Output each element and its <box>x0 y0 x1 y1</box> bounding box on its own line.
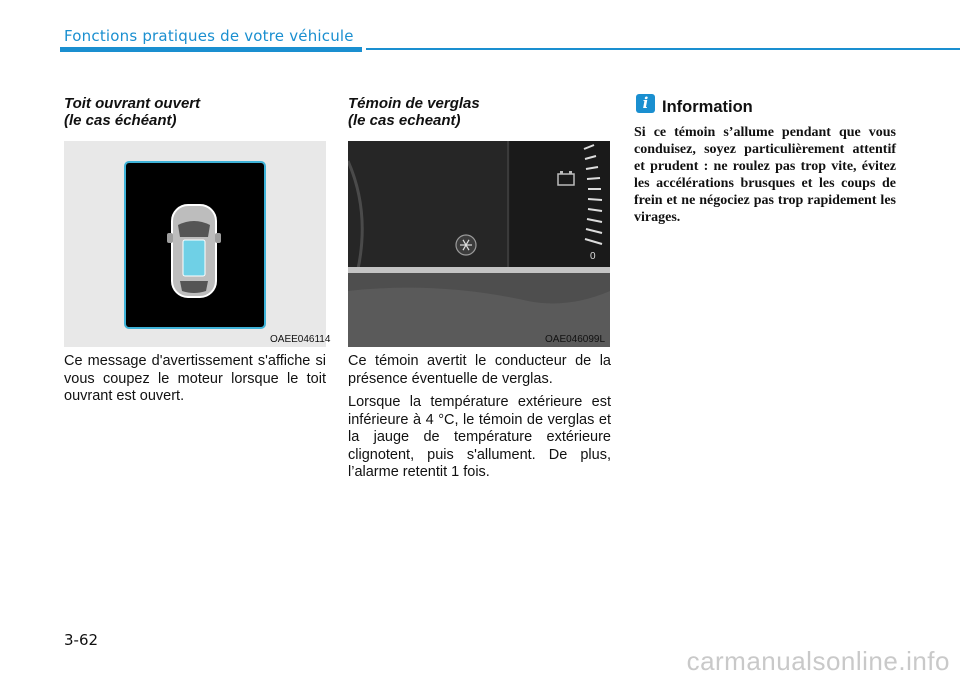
heading-sunroof-line1: Toit ouvrant ouvert <box>64 95 201 112</box>
sunroof-display-illustration <box>64 141 326 347</box>
figure-sunroof <box>64 141 326 347</box>
body-ice-warning <box>348 353 611 488</box>
figure-code-sunroof: OAEE046114 <box>270 334 331 345</box>
body-sunroof <box>64 353 326 412</box>
car-top-view-icon <box>167 205 221 297</box>
figure-code-ice: OAE046099L <box>545 334 606 345</box>
paragraph: Ce témoin avertit le conducteur de la présence éventuelle de verglas. <box>348 353 611 387</box>
header-rule <box>366 48 960 50</box>
info-icon: i <box>636 94 655 113</box>
heading-ice-line2: (le cas echeant) <box>348 112 461 129</box>
gauge-zero-label: 0 <box>590 251 596 262</box>
paragraph: Ce message d'avertissement s'affiche si vous coupez le moteur lorsque le toit ouvrant est ouvert. <box>64 353 326 404</box>
paragraph: Lorsque la température extérieure est inférieure à 4 °C, le témoin de verglas et la jauge de température extérieure clignotent, puis s'allument. De plus, l’alarme retentit 1 fois. <box>348 394 611 480</box>
page-number: 3-62 <box>64 631 99 649</box>
info-text: Si ce témoin s’allume pendant que vous conduisez, soyez particulièrement attentif et prudent : ne roulez pas trop vite, évitez les accélérations brusques et les coups de frein et ne négociez pas trop rapidement les virages. <box>634 125 896 225</box>
snowflake-icon <box>456 235 476 255</box>
info-title: Information <box>662 98 753 116</box>
cluster-illustration <box>348 141 610 347</box>
figure-ice-warning <box>348 141 610 347</box>
heading-sunroof <box>64 95 200 129</box>
heading-ice-warning <box>348 95 480 129</box>
section-title: Fonctions pratiques de votre véhicule <box>64 27 354 45</box>
heading-ice-line1: Témoin de verglas <box>348 95 480 112</box>
heading-sunroof-line2: (le cas échéant) <box>64 112 177 129</box>
watermark: carmanualsonline.info <box>686 646 950 676</box>
header-bar <box>60 47 362 52</box>
